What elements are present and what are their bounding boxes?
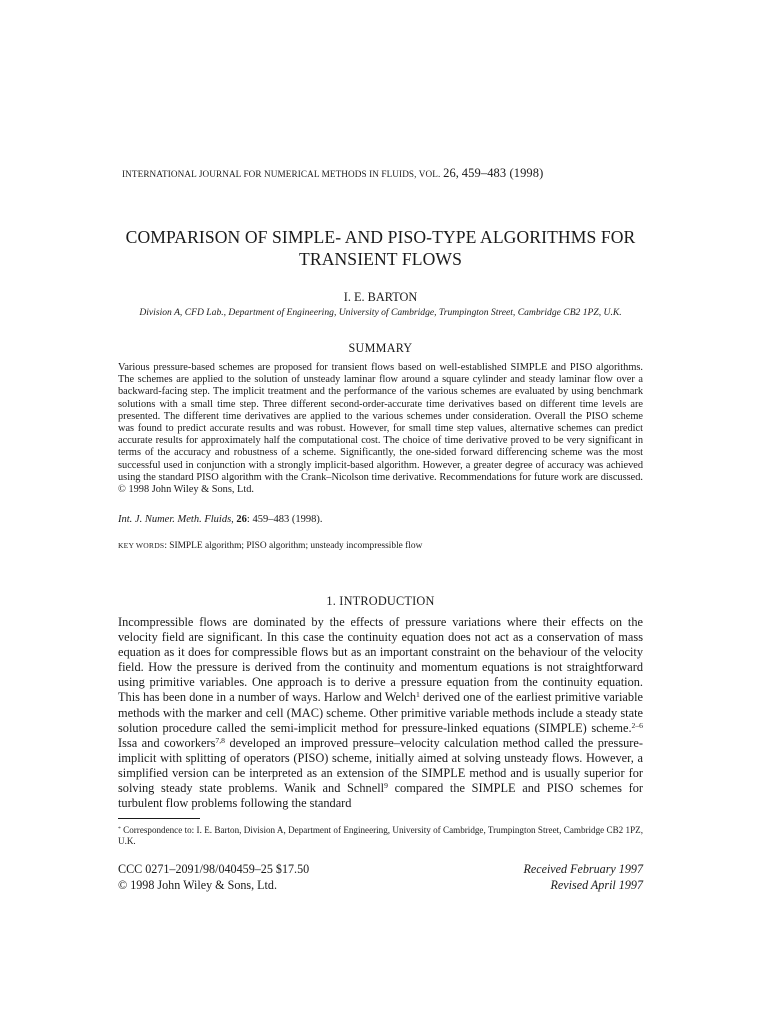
summary-heading: SUMMARY (348, 341, 413, 355)
title-line-1: COMPARISON OF SIMPLE- AND PISO-TYPE ALGORITHMS FOR (125, 227, 636, 247)
reference-7-8: 7,8 (215, 735, 225, 745)
footnote (118, 825, 643, 848)
citation-journal: Int. J. Numer. Meth. Fluids, (118, 514, 234, 525)
intro-text-4: developed an improved pressure–velocity calculation method called the pressure-implicit with splitting of operators (PISO) scheme, initially aimed at solving unsteady flows. However, a simplified version can be interpreted as an extension of the SIMPLE method and is usually superior for solving steady state problems. Wanik and Schnell (118, 735, 644, 796)
introduction-heading: 1. INTRODUCTION (326, 594, 435, 608)
citation-pages: : 459–483 (1998). (246, 514, 323, 525)
footnote-mark: * (118, 825, 121, 832)
title-line-2: TRANSIENT FLOWS (299, 248, 462, 269)
citation-volume: 26 (236, 514, 247, 525)
received-date: Received February 1997 (523, 862, 643, 876)
footnote-text: Correspondence to: I. E. Barton, Division A, Department of Engineering, University of Cambridge, Trumpington Street, Cambridge CB2 1PZ, U.K. (118, 825, 643, 847)
intro-text-1: Incompressible flows are dominated by the effects of pressure variations where their effects on the velocity field are significant. In this case the continuity equation does not act as a conservation of mass equation as it does for compressible flows but as an important constraint on the behaviour of the velocity field. How the pressure is derived from the continuity and momentum equations is not straightforward using primitive variables. One approach is to derive a pressure equation from the continuity equation. This has been done in a number of ways. Harlow and Welch (118, 615, 643, 705)
citation-line (118, 514, 322, 525)
journal-pages: 459–483 (1998) (461, 166, 544, 180)
keywords-text: : SIMPLE algorithm; PISO algorithm; unsteady incompressible flow (164, 541, 423, 551)
copyright-notice: © 1998 John Wiley & Sons, Ltd. (118, 877, 277, 892)
journal-volume: 26, (443, 166, 460, 180)
reference-2-6: 2–6 (631, 720, 643, 730)
author-name: I. E. BARTON (343, 290, 418, 304)
summary-text: Various pressure-based schemes are proposed for transient flows based on well-established SIMPLE and PISO algorithms. The schemes are applied to the solution of unsteady laminar flow around a square cylinder and steady laminar flow over a backward-facing step. The implicit treatment and the performance of the various schemes are evaluated by using benchmark solutions with a small time step. Three different second-order-accurate time derivatives based on different time levels are presented. The different time derivatives are applied to the various schemes under consideration. Overall the PISO scheme was found to predict accurate results and was robust. However, for small time step values, alternative schemes can predict accurate results for approximately half the computational cost. The choice of time derivative proved to be very significant in terms of the accuracy and robustness of a scheme. Significantly, the one-sided forward differencing scheme was the most successful used in conjunction with a strongly implicit-based algorithm. However, a greater degree of accuracy was achieved using the standard PISO algorithm with the Crank–Nicolson time derivative. Recommendations for future work are discussed. © 1998 John Wiley & Sons, Ltd. (118, 362, 643, 496)
received-block (523, 862, 643, 893)
ccc-code: CCC 0271–2091/98/040459–25 $17.50 (118, 862, 310, 876)
journal-name: INTERNATIONAL JOURNAL FOR NUMERICAL METHODS IN FLUIDS, VOL. (122, 169, 441, 179)
footnote-rule (118, 818, 200, 819)
intro-text-2: derived one of the earliest primitive variable methods with the marker and cell (MAC) scheme. Other primitive variable methods include a steady state solution procedure called the semi-implicit method for pressure-linked equations (SIMPLE) scheme. (118, 690, 643, 735)
introduction-paragraph (118, 615, 643, 811)
intro-text-3: Issa and coworkers (118, 735, 216, 750)
introduction-body (118, 615, 643, 811)
keywords-label: KEY WORDS (118, 541, 165, 550)
journal-page (118, 0, 643, 1024)
reference-9: 9 (384, 780, 388, 790)
revised-date: Revised April 1997 (550, 877, 643, 892)
reference-1: 1 (416, 690, 420, 700)
intro-text-5: compared the SIMPLE and PISO schemes for turbulent flow problems following the standard (118, 781, 643, 811)
journal-header (122, 166, 543, 181)
keywords-line (118, 541, 422, 551)
author-affiliation: Division A, CFD Lab., Department of Engineering, University of Cambridge, Trumpington Street, Cambridge CB2 1PZ, U.K. (139, 307, 622, 318)
copyright-block (118, 862, 309, 893)
paper-title (118, 227, 643, 270)
